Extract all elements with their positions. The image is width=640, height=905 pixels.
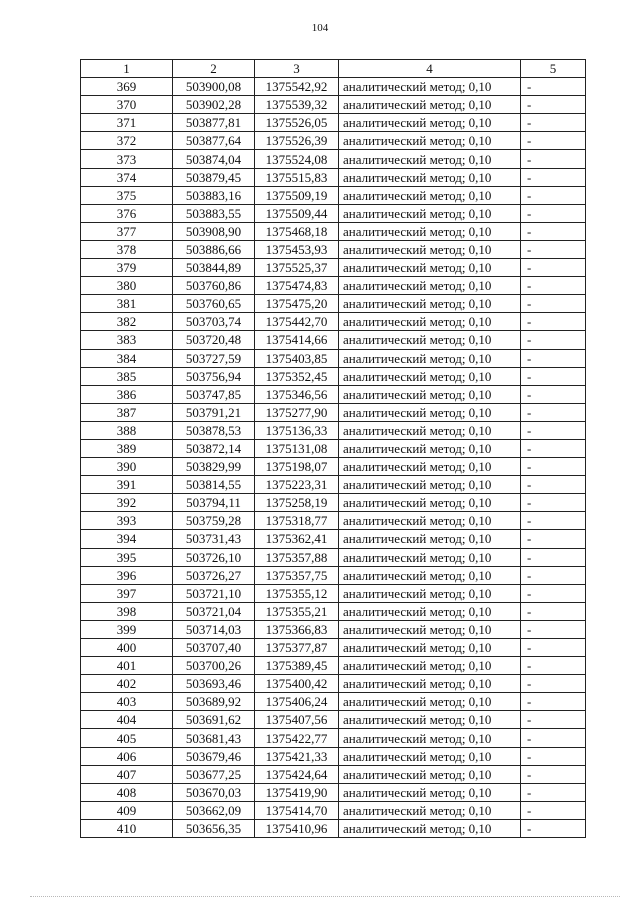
scan-noise-line <box>30 896 620 899</box>
table-row <box>81 240 586 258</box>
method-cell: аналитический метод; 0,10 <box>339 168 521 186</box>
table-row <box>81 204 586 222</box>
x-coordinate-cell: 503883,55 <box>173 204 255 222</box>
point-number-cell: 398 <box>81 602 173 620</box>
point-number-cell: 389 <box>81 439 173 457</box>
column-header-2: 2 <box>173 60 255 78</box>
table-row <box>81 819 586 837</box>
note-cell: - <box>521 96 586 114</box>
note-cell: - <box>521 277 586 295</box>
note-cell: - <box>521 620 586 638</box>
x-coordinate-cell: 503726,27 <box>173 566 255 584</box>
method-cell: аналитический метод; 0,10 <box>339 331 521 349</box>
x-coordinate-cell: 503760,65 <box>173 295 255 313</box>
y-coordinate-cell: 1375346,56 <box>255 385 339 403</box>
method-cell: аналитический метод; 0,10 <box>339 729 521 747</box>
y-coordinate-cell: 1375453,93 <box>255 240 339 258</box>
table-row <box>81 78 586 96</box>
table-row <box>81 801 586 819</box>
note-cell: - <box>521 819 586 837</box>
point-number-cell: 391 <box>81 476 173 494</box>
y-coordinate-cell: 1375357,75 <box>255 566 339 584</box>
note-cell: - <box>521 458 586 476</box>
point-number-cell: 380 <box>81 277 173 295</box>
x-coordinate-cell: 503703,74 <box>173 313 255 331</box>
x-coordinate-cell: 503727,59 <box>173 349 255 367</box>
coordinates-table <box>80 59 586 838</box>
y-coordinate-cell: 1375424,64 <box>255 765 339 783</box>
note-cell: - <box>521 693 586 711</box>
x-coordinate-cell: 503902,28 <box>173 96 255 114</box>
y-coordinate-cell: 1375474,83 <box>255 277 339 295</box>
x-coordinate-cell: 503721,04 <box>173 602 255 620</box>
x-coordinate-cell: 503872,14 <box>173 439 255 457</box>
table-row <box>81 530 586 548</box>
point-number-cell: 396 <box>81 566 173 584</box>
table-row <box>81 331 586 349</box>
x-coordinate-cell: 503693,46 <box>173 675 255 693</box>
y-coordinate-cell: 1375421,33 <box>255 747 339 765</box>
table-row <box>81 783 586 801</box>
point-number-cell: 409 <box>81 801 173 819</box>
y-coordinate-cell: 1375542,92 <box>255 78 339 96</box>
x-coordinate-cell: 503829,99 <box>173 458 255 476</box>
point-number-cell: 397 <box>81 584 173 602</box>
x-coordinate-cell: 503691,62 <box>173 711 255 729</box>
x-coordinate-cell: 503759,28 <box>173 512 255 530</box>
y-coordinate-cell: 1375357,88 <box>255 548 339 566</box>
x-coordinate-cell: 503689,92 <box>173 693 255 711</box>
method-cell: аналитический метод; 0,10 <box>339 620 521 638</box>
point-number-cell: 381 <box>81 295 173 313</box>
note-cell: - <box>521 602 586 620</box>
note-cell: - <box>521 421 586 439</box>
method-cell: аналитический метод; 0,10 <box>339 512 521 530</box>
y-coordinate-cell: 1375406,24 <box>255 693 339 711</box>
x-coordinate-cell: 503791,21 <box>173 403 255 421</box>
point-number-cell: 384 <box>81 349 173 367</box>
note-cell: - <box>521 385 586 403</box>
table-row <box>81 747 586 765</box>
column-header-4: 4 <box>339 60 521 78</box>
method-cell: аналитический метод; 0,10 <box>339 819 521 837</box>
point-number-cell: 370 <box>81 96 173 114</box>
point-number-cell: 401 <box>81 657 173 675</box>
table-header <box>81 60 586 78</box>
x-coordinate-cell: 503670,03 <box>173 783 255 801</box>
x-coordinate-cell: 503726,10 <box>173 548 255 566</box>
method-cell: аналитический метод; 0,10 <box>339 711 521 729</box>
y-coordinate-cell: 1375136,33 <box>255 421 339 439</box>
method-cell: аналитический метод; 0,10 <box>339 783 521 801</box>
y-coordinate-cell: 1375366,83 <box>255 620 339 638</box>
note-cell: - <box>521 132 586 150</box>
y-coordinate-cell: 1375377,87 <box>255 639 339 657</box>
x-coordinate-cell: 503677,25 <box>173 765 255 783</box>
y-coordinate-cell: 1375414,66 <box>255 331 339 349</box>
note-cell: - <box>521 222 586 240</box>
note-cell: - <box>521 765 586 783</box>
table-row <box>81 476 586 494</box>
point-number-cell: 404 <box>81 711 173 729</box>
method-cell: аналитический метод; 0,10 <box>339 439 521 457</box>
point-number-cell: 403 <box>81 693 173 711</box>
note-cell: - <box>521 204 586 222</box>
note-cell: - <box>521 476 586 494</box>
table-row <box>81 711 586 729</box>
x-coordinate-cell: 503844,89 <box>173 259 255 277</box>
point-number-cell: 386 <box>81 385 173 403</box>
x-coordinate-cell: 503874,04 <box>173 150 255 168</box>
table-row <box>81 639 586 657</box>
x-coordinate-cell: 503707,40 <box>173 639 255 657</box>
method-cell: аналитический метод; 0,10 <box>339 602 521 620</box>
table-row <box>81 114 586 132</box>
x-coordinate-cell: 503679,46 <box>173 747 255 765</box>
point-number-cell: 406 <box>81 747 173 765</box>
note-cell: - <box>521 548 586 566</box>
x-coordinate-cell: 503747,85 <box>173 385 255 403</box>
method-cell: аналитический метод; 0,10 <box>339 349 521 367</box>
note-cell: - <box>521 240 586 258</box>
note-cell: - <box>521 530 586 548</box>
note-cell: - <box>521 584 586 602</box>
point-number-cell: 410 <box>81 819 173 837</box>
method-cell: аналитический метод; 0,10 <box>339 476 521 494</box>
x-coordinate-cell: 503756,94 <box>173 367 255 385</box>
table-row <box>81 675 586 693</box>
y-coordinate-cell: 1375352,45 <box>255 367 339 385</box>
point-number-cell: 399 <box>81 620 173 638</box>
point-number-cell: 376 <box>81 204 173 222</box>
note-cell: - <box>521 657 586 675</box>
column-header-1: 1 <box>81 60 173 78</box>
point-number-cell: 373 <box>81 150 173 168</box>
y-coordinate-cell: 1375389,45 <box>255 657 339 675</box>
y-coordinate-cell: 1375526,39 <box>255 132 339 150</box>
method-cell: аналитический метод; 0,10 <box>339 240 521 258</box>
y-coordinate-cell: 1375419,90 <box>255 783 339 801</box>
note-cell: - <box>521 150 586 168</box>
method-cell: аналитический метод; 0,10 <box>339 96 521 114</box>
point-number-cell: 383 <box>81 331 173 349</box>
table-row <box>81 693 586 711</box>
x-coordinate-cell: 503794,11 <box>173 494 255 512</box>
y-coordinate-cell: 1375414,70 <box>255 801 339 819</box>
y-coordinate-cell: 1375198,07 <box>255 458 339 476</box>
point-number-cell: 385 <box>81 367 173 385</box>
y-coordinate-cell: 1375355,12 <box>255 584 339 602</box>
method-cell: аналитический метод; 0,10 <box>339 675 521 693</box>
table-row <box>81 729 586 747</box>
table-row <box>81 295 586 313</box>
method-cell: аналитический метод; 0,10 <box>339 548 521 566</box>
point-number-cell: 408 <box>81 783 173 801</box>
x-coordinate-cell: 503877,64 <box>173 132 255 150</box>
x-coordinate-cell: 503908,90 <box>173 222 255 240</box>
table-row <box>81 566 586 584</box>
note-cell: - <box>521 349 586 367</box>
table-row <box>81 259 586 277</box>
column-header-3: 3 <box>255 60 339 78</box>
note-cell: - <box>521 711 586 729</box>
table-row <box>81 313 586 331</box>
method-cell: аналитический метод; 0,10 <box>339 313 521 331</box>
table-row <box>81 385 586 403</box>
y-coordinate-cell: 1375515,83 <box>255 168 339 186</box>
table-row <box>81 512 586 530</box>
method-cell: аналитический метод; 0,10 <box>339 421 521 439</box>
method-cell: аналитический метод; 0,10 <box>339 693 521 711</box>
x-coordinate-cell: 503700,26 <box>173 657 255 675</box>
method-cell: аналитический метод; 0,10 <box>339 494 521 512</box>
note-cell: - <box>521 494 586 512</box>
y-coordinate-cell: 1375422,77 <box>255 729 339 747</box>
method-cell: аналитический метод; 0,10 <box>339 114 521 132</box>
point-number-cell: 387 <box>81 403 173 421</box>
y-coordinate-cell: 1375475,20 <box>255 295 339 313</box>
point-number-cell: 372 <box>81 132 173 150</box>
header-row <box>81 60 586 78</box>
method-cell: аналитический метод; 0,10 <box>339 639 521 657</box>
method-cell: аналитический метод; 0,10 <box>339 765 521 783</box>
point-number-cell: 382 <box>81 313 173 331</box>
x-coordinate-cell: 503878,53 <box>173 421 255 439</box>
note-cell: - <box>521 675 586 693</box>
y-coordinate-cell: 1375403,85 <box>255 349 339 367</box>
note-cell: - <box>521 801 586 819</box>
y-coordinate-cell: 1375362,41 <box>255 530 339 548</box>
table-row <box>81 584 586 602</box>
point-number-cell: 378 <box>81 240 173 258</box>
table-row <box>81 421 586 439</box>
y-coordinate-cell: 1375442,70 <box>255 313 339 331</box>
point-number-cell: 394 <box>81 530 173 548</box>
note-cell: - <box>521 783 586 801</box>
method-cell: аналитический метод; 0,10 <box>339 458 521 476</box>
point-number-cell: 400 <box>81 639 173 657</box>
method-cell: аналитический метод; 0,10 <box>339 222 521 240</box>
table-row <box>81 349 586 367</box>
x-coordinate-cell: 503883,16 <box>173 186 255 204</box>
note-cell: - <box>521 331 586 349</box>
method-cell: аналитический метод; 0,10 <box>339 801 521 819</box>
point-number-cell: 388 <box>81 421 173 439</box>
table-row <box>81 548 586 566</box>
point-number-cell: 379 <box>81 259 173 277</box>
note-cell: - <box>521 295 586 313</box>
x-coordinate-cell: 503731,43 <box>173 530 255 548</box>
y-coordinate-cell: 1375410,96 <box>255 819 339 837</box>
note-cell: - <box>521 512 586 530</box>
note-cell: - <box>521 78 586 96</box>
note-cell: - <box>521 259 586 277</box>
method-cell: аналитический метод; 0,10 <box>339 277 521 295</box>
point-number-cell: 369 <box>81 78 173 96</box>
method-cell: аналитический метод; 0,10 <box>339 385 521 403</box>
point-number-cell: 393 <box>81 512 173 530</box>
method-cell: аналитический метод; 0,10 <box>339 204 521 222</box>
y-coordinate-cell: 1375400,42 <box>255 675 339 693</box>
note-cell: - <box>521 566 586 584</box>
method-cell: аналитический метод; 0,10 <box>339 403 521 421</box>
y-coordinate-cell: 1375525,37 <box>255 259 339 277</box>
point-number-cell: 407 <box>81 765 173 783</box>
y-coordinate-cell: 1375131,08 <box>255 439 339 457</box>
table-row <box>81 657 586 675</box>
point-number-cell: 392 <box>81 494 173 512</box>
table-body <box>81 78 586 838</box>
table-row <box>81 439 586 457</box>
method-cell: аналитический метод; 0,10 <box>339 584 521 602</box>
x-coordinate-cell: 503877,81 <box>173 114 255 132</box>
point-number-cell: 377 <box>81 222 173 240</box>
y-coordinate-cell: 1375318,77 <box>255 512 339 530</box>
table-row <box>81 222 586 240</box>
y-coordinate-cell: 1375258,19 <box>255 494 339 512</box>
method-cell: аналитический метод; 0,10 <box>339 530 521 548</box>
table-row <box>81 765 586 783</box>
method-cell: аналитический метод; 0,10 <box>339 78 521 96</box>
method-cell: аналитический метод; 0,10 <box>339 259 521 277</box>
point-number-cell: 390 <box>81 458 173 476</box>
point-number-cell: 402 <box>81 675 173 693</box>
page-number: 104 <box>311 22 329 34</box>
y-coordinate-cell: 1375277,90 <box>255 403 339 421</box>
method-cell: аналитический метод; 0,10 <box>339 747 521 765</box>
table-row <box>81 168 586 186</box>
table-row <box>81 403 586 421</box>
method-cell: аналитический метод; 0,10 <box>339 186 521 204</box>
x-coordinate-cell: 503721,10 <box>173 584 255 602</box>
x-coordinate-cell: 503814,55 <box>173 476 255 494</box>
x-coordinate-cell: 503681,43 <box>173 729 255 747</box>
table-row <box>81 96 586 114</box>
note-cell: - <box>521 367 586 385</box>
table-row <box>81 458 586 476</box>
method-cell: аналитический метод; 0,10 <box>339 295 521 313</box>
note-cell: - <box>521 313 586 331</box>
note-cell: - <box>521 114 586 132</box>
method-cell: аналитический метод; 0,10 <box>339 657 521 675</box>
column-header-5: 5 <box>521 60 586 78</box>
y-coordinate-cell: 1375468,18 <box>255 222 339 240</box>
point-number-cell: 405 <box>81 729 173 747</box>
note-cell: - <box>521 439 586 457</box>
x-coordinate-cell: 503886,66 <box>173 240 255 258</box>
x-coordinate-cell: 503879,45 <box>173 168 255 186</box>
y-coordinate-cell: 1375539,32 <box>255 96 339 114</box>
table-row <box>81 602 586 620</box>
note-cell: - <box>521 186 586 204</box>
table-row <box>81 186 586 204</box>
y-coordinate-cell: 1375526,05 <box>255 114 339 132</box>
x-coordinate-cell: 503760,86 <box>173 277 255 295</box>
y-coordinate-cell: 1375355,21 <box>255 602 339 620</box>
point-number-cell: 375 <box>81 186 173 204</box>
point-number-cell: 395 <box>81 548 173 566</box>
x-coordinate-cell: 503656,35 <box>173 819 255 837</box>
x-coordinate-cell: 503720,48 <box>173 331 255 349</box>
note-cell: - <box>521 639 586 657</box>
y-coordinate-cell: 1375524,08 <box>255 150 339 168</box>
table-row <box>81 367 586 385</box>
table-row <box>81 150 586 168</box>
method-cell: аналитический метод; 0,10 <box>339 367 521 385</box>
x-coordinate-cell: 503900,08 <box>173 78 255 96</box>
method-cell: аналитический метод; 0,10 <box>339 132 521 150</box>
y-coordinate-cell: 1375509,44 <box>255 204 339 222</box>
table-row <box>81 494 586 512</box>
point-number-cell: 371 <box>81 114 173 132</box>
x-coordinate-cell: 503662,09 <box>173 801 255 819</box>
point-number-cell: 374 <box>81 168 173 186</box>
method-cell: аналитический метод; 0,10 <box>339 566 521 584</box>
y-coordinate-cell: 1375407,56 <box>255 711 339 729</box>
note-cell: - <box>521 168 586 186</box>
y-coordinate-cell: 1375223,31 <box>255 476 339 494</box>
note-cell: - <box>521 403 586 421</box>
method-cell: аналитический метод; 0,10 <box>339 150 521 168</box>
table-row <box>81 277 586 295</box>
table-row <box>81 620 586 638</box>
note-cell: - <box>521 729 586 747</box>
x-coordinate-cell: 503714,03 <box>173 620 255 638</box>
note-cell: - <box>521 747 586 765</box>
y-coordinate-cell: 1375509,19 <box>255 186 339 204</box>
table-row <box>81 132 586 150</box>
